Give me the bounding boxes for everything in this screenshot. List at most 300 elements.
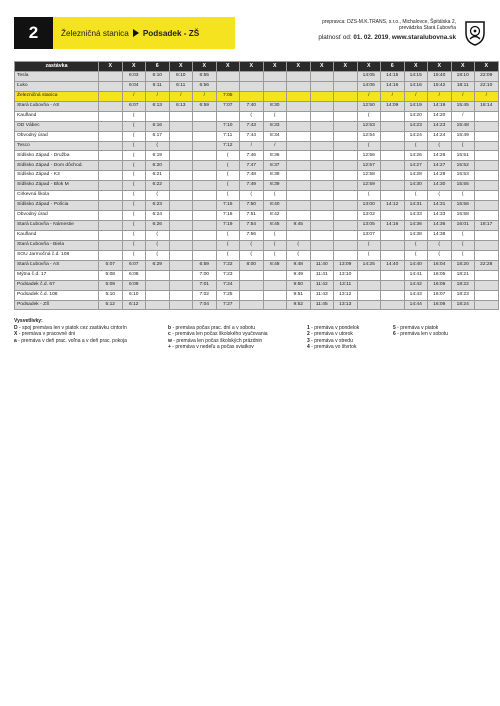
departure-time: ( xyxy=(240,111,264,121)
departure-time xyxy=(334,171,358,181)
departure-time xyxy=(169,201,193,211)
column-header-trip: X xyxy=(122,62,146,72)
departure-time: ( xyxy=(122,191,146,201)
departure-time: 6:22 xyxy=(146,181,170,191)
departure-time: 14:24 xyxy=(428,131,452,141)
departure-time: / xyxy=(381,91,405,101)
departure-time xyxy=(193,211,217,221)
departure-time: ( xyxy=(263,191,287,201)
departure-time: 15:56 xyxy=(451,201,475,211)
departure-time: 6:10 xyxy=(169,71,193,81)
legend-item: 1 - premáva v pondelok xyxy=(307,324,360,331)
departure-time xyxy=(146,111,170,121)
arrow-right-icon xyxy=(133,29,139,37)
legend-item: a - premáva v deň prac. voľna a v deň prac. pokoja xyxy=(14,337,127,344)
departure-time: 6:12 xyxy=(122,300,146,310)
departure-time: 9:50 xyxy=(287,280,311,290)
departure-time xyxy=(193,240,217,250)
departure-time: 14:15 xyxy=(381,71,405,81)
departure-time: 6:09 xyxy=(122,280,146,290)
departure-time: 22:28 xyxy=(475,260,499,270)
departure-time xyxy=(99,111,123,121)
departure-time: 6:16 xyxy=(146,121,170,131)
table-row xyxy=(15,91,499,101)
departure-time xyxy=(99,131,123,141)
departure-time xyxy=(263,91,287,101)
timetable xyxy=(14,61,499,310)
departure-time xyxy=(310,161,334,171)
departure-time xyxy=(475,240,499,250)
departure-time: 7:01 xyxy=(193,280,217,290)
operator-line2: prevádzka Stará Ľubovňa xyxy=(399,25,456,32)
departure-time: ( xyxy=(451,240,475,250)
departure-time xyxy=(193,181,217,191)
departure-time xyxy=(334,221,358,231)
departure-time: 11:41 xyxy=(310,270,334,280)
stop-name: Stará Ľubovňa - AS xyxy=(15,260,99,270)
column-header-trip: X xyxy=(263,62,287,72)
column-header-trip: 6 xyxy=(146,62,170,72)
departure-time: 18:10 xyxy=(451,71,475,81)
departure-time xyxy=(357,280,381,290)
departure-time: 13:05 xyxy=(357,221,381,231)
departure-time: 14:44 xyxy=(404,300,428,310)
table-row xyxy=(15,71,499,81)
departure-time: 14:40 xyxy=(381,260,405,270)
departure-time: 14:28 xyxy=(404,171,428,181)
departure-time: 7:43 xyxy=(240,121,264,131)
departure-time xyxy=(169,141,193,151)
departure-time xyxy=(193,151,217,161)
departure-time xyxy=(99,250,123,260)
table-row xyxy=(15,240,499,250)
departure-time: 12:57 xyxy=(357,161,381,171)
departure-time: ( xyxy=(263,230,287,240)
departure-time xyxy=(381,131,405,141)
departure-time: 16:04 xyxy=(428,260,452,270)
table-row xyxy=(15,221,499,231)
legend-col1 xyxy=(14,318,127,344)
departure-time: 15:40 xyxy=(428,71,452,81)
departure-time xyxy=(334,240,358,250)
departure-time xyxy=(334,250,358,260)
departure-time xyxy=(169,161,193,171)
departure-time xyxy=(99,91,123,101)
departure-time: 22:10 xyxy=(475,81,499,91)
departure-time: / xyxy=(263,141,287,151)
column-header-trip: X xyxy=(357,62,381,72)
departure-time: ( xyxy=(240,240,264,250)
departure-time xyxy=(381,111,405,121)
table-row xyxy=(15,250,499,260)
departure-time xyxy=(240,91,264,101)
departure-time: ( xyxy=(357,141,381,151)
table-row xyxy=(15,121,499,131)
departure-time xyxy=(334,161,358,171)
departure-time: 13:13 xyxy=(334,300,358,310)
operator-info xyxy=(235,17,462,49)
departure-time: 11:45 xyxy=(310,300,334,310)
departure-time: 6:55 xyxy=(193,71,217,81)
departure-time: 18:22 xyxy=(451,280,475,290)
departure-time: ( xyxy=(216,230,240,240)
departure-time xyxy=(310,240,334,250)
departure-time: 14:20 xyxy=(428,111,452,121)
table-row xyxy=(15,230,499,240)
departure-time xyxy=(287,201,311,211)
departure-time xyxy=(169,121,193,131)
departure-time: 13:02 xyxy=(357,211,381,221)
departure-time: 9:45 xyxy=(287,221,311,231)
departure-time: 7:27 xyxy=(216,300,240,310)
departure-time: 8:34 xyxy=(263,131,287,141)
departure-time: 13:12 xyxy=(334,290,358,300)
departure-time: 18:21 xyxy=(451,270,475,280)
departure-time xyxy=(475,201,499,211)
column-header-trip: X xyxy=(287,62,311,72)
departure-time xyxy=(99,81,123,91)
departure-time: 12:59 xyxy=(357,181,381,191)
valid-label: platnosť od: xyxy=(318,33,352,41)
table-row xyxy=(15,290,499,300)
departure-time: 7:12 xyxy=(216,141,240,151)
departure-time: ( xyxy=(216,191,240,201)
departure-time: 14:43 xyxy=(404,290,428,300)
departure-time xyxy=(310,71,334,81)
departure-time: 6:03 xyxy=(122,71,146,81)
stop-name: Stará Ľubovňa - Biela xyxy=(15,240,99,250)
departure-time xyxy=(263,280,287,290)
departure-time: 8:00 xyxy=(240,260,264,270)
departure-time: 15:45 xyxy=(451,101,475,111)
departure-time xyxy=(146,270,170,280)
departure-time: / xyxy=(169,91,193,101)
departure-time: 12:58 xyxy=(357,171,381,181)
departure-time: 7:56 xyxy=(240,230,264,240)
coat-of-arms-logo xyxy=(462,17,488,49)
departure-time: 14:33 xyxy=(404,211,428,221)
departure-time: 16:06 xyxy=(428,280,452,290)
legend-item: 3 - premáva v stredu xyxy=(307,337,353,344)
legend-item: D - spoj premáva len v piatok cez zastávku cintorín xyxy=(14,324,127,331)
departure-time: ( xyxy=(428,240,452,250)
legend-col4 xyxy=(393,325,448,338)
departure-time: ( xyxy=(146,141,170,151)
departure-time: 7:10 xyxy=(216,121,240,131)
table-row xyxy=(15,131,499,141)
departure-time xyxy=(287,81,311,91)
departure-time: 15:48 xyxy=(451,121,475,131)
column-header-stop: zastávka xyxy=(15,62,99,72)
departure-time xyxy=(169,111,193,121)
departure-time: 7:05 xyxy=(216,91,240,101)
stop-name: Obvodný úrad xyxy=(15,211,99,221)
stop-name: Obvodný úrad xyxy=(15,131,99,141)
departure-time: ( xyxy=(357,250,381,260)
departure-time xyxy=(99,171,123,181)
departure-time: ( xyxy=(122,181,146,191)
departure-time xyxy=(381,280,405,290)
stop-name: Sídlisko Západ - Polícia xyxy=(15,201,99,211)
departure-time xyxy=(193,111,217,121)
departure-time: 7:40 xyxy=(240,101,264,111)
departure-time: ( xyxy=(122,211,146,221)
departure-time xyxy=(310,221,334,231)
departure-time: 7:02 xyxy=(193,290,217,300)
legend-item: c - premáva len počas školského vyučovania xyxy=(168,331,268,338)
stop-name: Podsadek č.d. 108 xyxy=(15,290,99,300)
departure-time xyxy=(357,300,381,310)
departure-time xyxy=(475,191,499,201)
departure-time: 7:19 xyxy=(216,221,240,231)
table-row xyxy=(15,260,499,270)
legend-item: 4 - premáva vo štvrtok xyxy=(307,344,357,351)
departure-time xyxy=(287,101,311,111)
departure-time: ( xyxy=(146,230,170,240)
column-header-trip: 6 xyxy=(381,62,405,72)
departure-time: 6:19 xyxy=(146,151,170,161)
departure-time: 7:07 xyxy=(216,101,240,111)
departure-time: 11:43 xyxy=(310,290,334,300)
departure-time: 14:30 xyxy=(404,181,428,191)
departure-time: 14:42 xyxy=(404,280,428,290)
departure-time xyxy=(475,121,499,131)
stop-name: Mýtna č.d. 17 xyxy=(15,270,99,280)
departure-time xyxy=(310,91,334,101)
departure-time: 14:30 xyxy=(428,181,452,191)
departure-time xyxy=(193,141,217,151)
departure-time: 8:40 xyxy=(263,201,287,211)
stop-name: Podsadek č.d. 67 xyxy=(15,280,99,290)
departure-time: ( xyxy=(263,240,287,250)
departure-time: 14:24 xyxy=(404,131,428,141)
route-header xyxy=(14,17,488,49)
departure-time: 7:22 xyxy=(216,260,240,270)
departure-time xyxy=(287,171,311,181)
departure-time xyxy=(310,191,334,201)
departure-time xyxy=(263,270,287,280)
departure-time: 8:30 xyxy=(263,101,287,111)
departure-time: 7:15 xyxy=(216,201,240,211)
stop-name: Sídlisko Západ - Družba xyxy=(15,151,99,161)
departure-time xyxy=(334,131,358,141)
departure-time xyxy=(263,300,287,310)
stop-name: Podsadek - ZŠ xyxy=(15,300,99,310)
table-row xyxy=(15,191,499,201)
departure-time: 6:07 xyxy=(122,101,146,111)
departure-time xyxy=(99,71,123,81)
departure-time: 14:36 xyxy=(428,221,452,231)
departure-time: 14:23 xyxy=(404,121,428,131)
stop-name: Tesla xyxy=(15,71,99,81)
column-header-trip: X xyxy=(310,62,334,72)
stop-name: Cirkevná škola xyxy=(15,191,99,201)
stop-name: Sídlisko Západ - K3 xyxy=(15,171,99,181)
departure-time: 6:13 xyxy=(169,101,193,111)
departure-time xyxy=(169,270,193,280)
departure-time: ( xyxy=(122,240,146,250)
departure-time: 5:07 xyxy=(99,260,123,270)
departure-time: ( xyxy=(122,131,146,141)
departure-time xyxy=(381,250,405,260)
legend-item: + - premáva v nedeľu a počas sviatkov xyxy=(168,344,254,351)
departure-time: 5:08 xyxy=(99,270,123,280)
departure-time xyxy=(169,191,193,201)
departure-time: 9:52 xyxy=(287,300,311,310)
departure-time: 6:10 xyxy=(146,71,170,81)
departure-time xyxy=(475,250,499,260)
departure-time xyxy=(287,211,311,221)
departure-time xyxy=(310,171,334,181)
departure-time xyxy=(381,240,405,250)
departure-time: 7:46 xyxy=(240,151,264,161)
departure-time: 6:08 xyxy=(122,270,146,280)
departure-time: 14:41 xyxy=(404,270,428,280)
departure-time xyxy=(146,280,170,290)
departure-time xyxy=(169,290,193,300)
departure-time: ( xyxy=(146,191,170,201)
departure-time xyxy=(146,300,170,310)
departure-time: 18:17 xyxy=(475,221,499,231)
departure-time xyxy=(99,201,123,211)
website-link[interactable]: www.staralubovna.sk xyxy=(391,33,456,41)
departure-time: / xyxy=(451,111,475,121)
departure-time: / xyxy=(122,91,146,101)
departure-time: 14:12 xyxy=(381,201,405,211)
departure-time: ( xyxy=(216,240,240,250)
operator-line1: prepravca: DZS-M.K.TRANS, s.r.o., Michalovce, Špitálska 2, xyxy=(322,19,456,25)
departure-time xyxy=(334,101,358,111)
departure-time xyxy=(381,121,405,131)
departure-time: 8:38 xyxy=(263,171,287,181)
departure-time: 5:10 xyxy=(99,290,123,300)
departure-time: ( xyxy=(122,121,146,131)
departure-time: ( xyxy=(122,171,146,181)
departure-time: 6:26 xyxy=(146,221,170,231)
departure-time xyxy=(310,250,334,260)
departure-time: 22:09 xyxy=(475,71,499,81)
departure-time xyxy=(169,240,193,250)
departure-time xyxy=(475,131,499,141)
departure-time xyxy=(310,111,334,121)
departure-time: ( xyxy=(146,250,170,260)
departure-time: 18:11 xyxy=(451,81,475,91)
departure-time: 14:31 xyxy=(404,201,428,211)
table-row xyxy=(15,141,499,151)
departure-time xyxy=(169,131,193,141)
departure-time: ( xyxy=(404,240,428,250)
departure-time: ( xyxy=(216,181,240,191)
departure-time xyxy=(287,91,311,101)
stop-name: Tesco xyxy=(15,141,99,151)
legend-item: 2 - premáva v utorok xyxy=(307,331,353,338)
departure-time xyxy=(310,181,334,191)
departure-time xyxy=(99,121,123,131)
departure-time: ( xyxy=(216,161,240,171)
departure-time: ( xyxy=(357,111,381,121)
column-header-trip: X xyxy=(334,62,358,72)
departure-time: 7:51 xyxy=(240,211,264,221)
departure-time: 7:16 xyxy=(216,211,240,221)
departure-time xyxy=(169,260,193,270)
departure-time: 14:19 xyxy=(404,101,428,111)
departure-time: ( xyxy=(287,250,311,260)
departure-time xyxy=(334,141,358,151)
departure-time: 11:40 xyxy=(310,260,334,270)
departure-time xyxy=(193,121,217,131)
departure-time: 6:11 xyxy=(146,81,170,91)
departure-time xyxy=(334,91,358,101)
departure-time: ( xyxy=(263,250,287,260)
departure-time: 6:04 xyxy=(122,81,146,91)
departure-time: ( xyxy=(122,221,146,231)
departure-time xyxy=(240,81,264,91)
departure-time xyxy=(169,181,193,191)
departure-time: 13:00 xyxy=(357,201,381,211)
departure-time xyxy=(193,230,217,240)
departure-time xyxy=(146,290,170,300)
departure-time: 8:33 xyxy=(263,121,287,131)
departure-time xyxy=(334,230,358,240)
departure-time: 6:29 xyxy=(146,260,170,270)
departure-time: 12:54 xyxy=(357,131,381,141)
departure-time: 14:26 xyxy=(404,151,428,161)
departure-time: 14:16 xyxy=(381,221,405,231)
departure-time xyxy=(287,141,311,151)
departure-time: / xyxy=(240,141,264,151)
departure-time: 6:23 xyxy=(146,201,170,211)
departure-time: / xyxy=(451,91,475,101)
departure-time xyxy=(240,290,264,300)
departure-time: 13:07 xyxy=(357,230,381,240)
departure-time: 8:37 xyxy=(263,161,287,171)
departure-time: 14:16 xyxy=(381,81,405,91)
stop-name: Stará Ľubovňa - AS xyxy=(15,101,99,111)
departure-time: ( xyxy=(216,250,240,260)
departure-time xyxy=(381,230,405,240)
departure-time: ( xyxy=(451,230,475,240)
departure-time xyxy=(240,300,264,310)
departure-time xyxy=(99,101,123,111)
departure-time xyxy=(334,81,358,91)
departure-time: 15:52 xyxy=(451,161,475,171)
departure-time: 9:48 xyxy=(287,260,311,270)
departure-time xyxy=(287,121,311,131)
departure-time xyxy=(169,250,193,260)
departure-time xyxy=(216,111,240,121)
departure-time xyxy=(334,71,358,81)
stop-name: Kaufland xyxy=(15,111,99,121)
departure-time: 6:59 xyxy=(193,260,217,270)
departure-time xyxy=(334,181,358,191)
departure-time: 6:17 xyxy=(146,131,170,141)
departure-time: / xyxy=(475,91,499,101)
departure-time: / xyxy=(357,91,381,101)
timetable-header-row xyxy=(15,62,499,72)
departure-time xyxy=(193,191,217,201)
departure-time xyxy=(287,161,311,171)
route-from: Železničná stanica xyxy=(61,28,129,38)
departure-time: 7:24 xyxy=(216,280,240,290)
departure-time: 14:27 xyxy=(404,161,428,171)
departure-time: ( xyxy=(451,141,475,151)
departure-time xyxy=(381,171,405,181)
departure-time: ( xyxy=(122,141,146,151)
departure-time xyxy=(169,211,193,221)
departure-time: ( xyxy=(240,191,264,201)
departure-time xyxy=(310,121,334,131)
departure-time xyxy=(99,151,123,161)
